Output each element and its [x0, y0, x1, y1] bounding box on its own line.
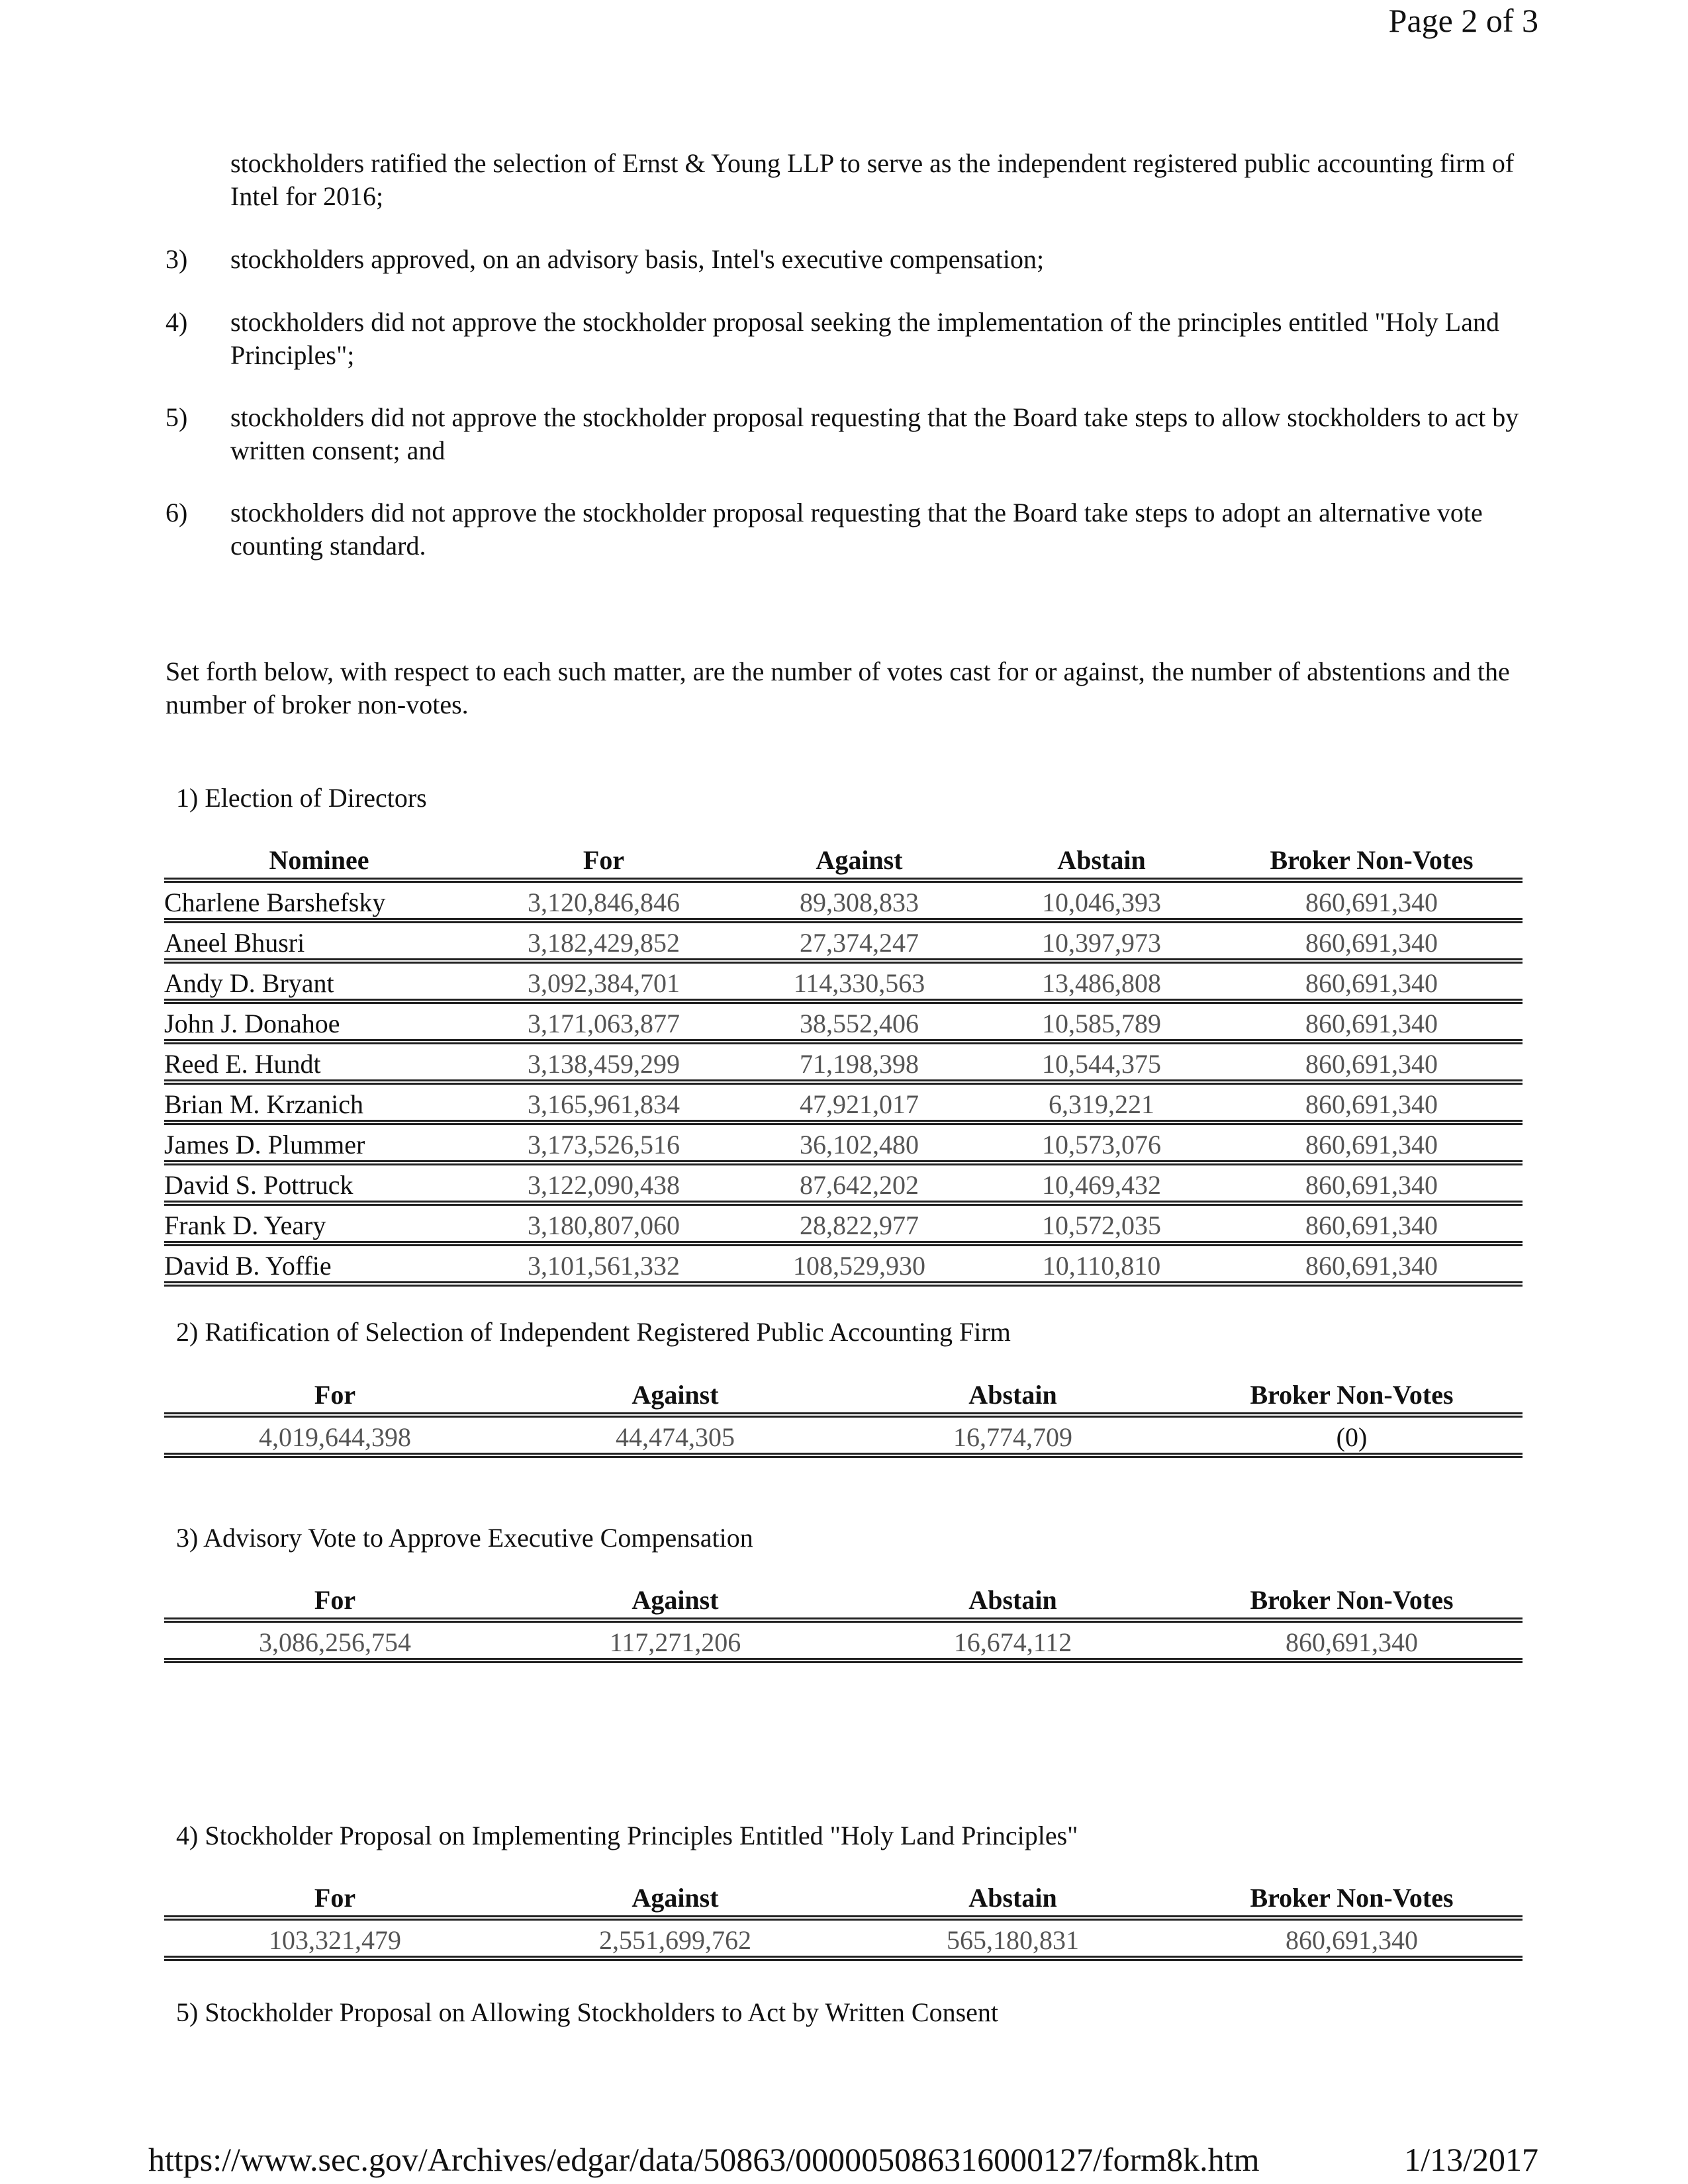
value-abstain: 10,469,432	[1042, 1170, 1161, 1200]
intro-paragraph: Set forth below, with respect to each such matter, are the number of votes cast for or against, the number of abstentions and the number of broker non-votes.	[165, 657, 1510, 719]
nominee-name: James D. Plummer	[164, 1130, 365, 1160]
value-abstain: 10,110,810	[1042, 1251, 1161, 1281]
value-against: 71,198,398	[800, 1049, 919, 1079]
value-for: 3,173,526,516	[528, 1130, 680, 1160]
header-nominee: Nominee	[269, 845, 369, 875]
header-against: Against	[632, 1585, 719, 1615]
value-for: 3,138,459,299	[528, 1049, 680, 1079]
header-against: Against	[632, 1883, 719, 1913]
table-row	[164, 923, 1523, 964]
value-abstain: 10,397,973	[1042, 928, 1161, 958]
header-for: For	[583, 845, 625, 875]
ratification-table	[164, 1377, 1523, 1458]
section-heading-written-consent: 5) Stockholder Proposal on Allowing Stockholders to Act by Written Consent	[176, 1997, 999, 2027]
table-row	[164, 883, 1523, 923]
header-abstain: Abstain	[968, 1380, 1057, 1410]
value-for: 3,171,063,877	[528, 1009, 680, 1038]
table-row	[164, 1085, 1523, 1125]
header-broker-non-votes: Broker Non-Votes	[1250, 1883, 1454, 1913]
table-row	[164, 1206, 1523, 1246]
table-header	[164, 1582, 1523, 1623]
list-item-number: 5)	[165, 402, 188, 432]
list-item-number: 3)	[165, 244, 188, 274]
nominee-name: John J. Donahoe	[164, 1009, 340, 1038]
table-header	[164, 1880, 1523, 1921]
value-abstain: 10,046,393	[1042, 887, 1161, 917]
value-abstain: 10,572,035	[1042, 1210, 1161, 1240]
section-heading-executive-compensation: 3) Advisory Vote to Approve Executive Compensation	[176, 1523, 753, 1553]
value-for: 3,122,090,438	[528, 1170, 680, 1200]
value-broker-non-votes: 860,691,340	[1305, 1210, 1438, 1240]
value-for: 3,182,429,852	[528, 928, 680, 958]
value-broker-non-votes: 860,691,340	[1305, 1251, 1438, 1281]
header-against: Against	[632, 1380, 719, 1410]
value-abstain: 10,573,076	[1042, 1130, 1161, 1160]
value-abstain: 16,774,709	[953, 1422, 1072, 1452]
continued-list-item: stockholders ratified the selection of Ernst & Young LLP to serve as the independent registered public accounting firm of Intel for 2016;	[230, 148, 1515, 211]
table-row	[164, 964, 1523, 1004]
table-row	[164, 1921, 1523, 1961]
nominee-name: Frank D. Yeary	[164, 1210, 326, 1240]
value-broker-non-votes: 860,691,340	[1305, 1049, 1438, 1079]
value-against: 38,552,406	[800, 1009, 919, 1038]
value-abstain: 565,180,831	[947, 1925, 1079, 1955]
value-broker-non-votes: 860,691,340	[1305, 1089, 1438, 1119]
section-heading-holy-land-principles: 4) Stockholder Proposal on Implementing Principles Entitled "Holy Land Principles"	[176, 1821, 1078, 1850]
nominee-name: David B. Yoffie	[164, 1251, 332, 1281]
value-abstain: 16,674,112	[953, 1627, 1072, 1657]
value-against: 27,374,247	[800, 928, 919, 958]
value-broker-non-votes: 860,691,340	[1305, 1170, 1438, 1200]
value-against: 108,529,930	[793, 1251, 925, 1281]
section-heading-election: 1) Election of Directors	[176, 783, 427, 813]
value-for: 3,092,384,701	[528, 968, 680, 998]
list-item-text: stockholders did not approve the stockholder proposal requesting that the Board take steps to adopt an alternative vote counting standard.	[230, 498, 1483, 561]
list-item-text: stockholders did not approve the stockholder proposal seeking the implementation of the principles entitled "Holy Land Principles";	[230, 307, 1499, 370]
print-date: 1/13/2017	[1404, 2141, 1538, 2178]
list-item-number: 4)	[165, 307, 188, 337]
value-abstain: 6,319,221	[1049, 1089, 1154, 1119]
value-for: 103,321,479	[269, 1925, 401, 1955]
page-number: Page 2 of 3	[1388, 2, 1538, 39]
value-against: 114,330,563	[793, 968, 925, 998]
election-table	[164, 842, 1523, 1287]
value-for: 3,086,256,754	[259, 1627, 411, 1657]
table-header	[164, 1377, 1523, 1418]
value-against: 28,822,977	[800, 1210, 919, 1240]
header-for: For	[314, 1883, 356, 1913]
nominee-name: Charlene Barshefsky	[164, 887, 386, 917]
header-against: Against	[816, 845, 903, 875]
value-against: 44,474,305	[616, 1422, 735, 1452]
value-for: 3,180,807,060	[528, 1210, 680, 1240]
value-broker-non-votes: 860,691,340	[1305, 968, 1438, 998]
value-broker-non-votes: 860,691,340	[1286, 1925, 1418, 1955]
header-broker-non-votes: Broker Non-Votes	[1270, 845, 1474, 875]
table-row	[164, 1004, 1523, 1044]
table-row	[164, 1418, 1523, 1458]
header-for: For	[314, 1380, 356, 1410]
value-for: 3,101,561,332	[528, 1251, 680, 1281]
value-broker-non-votes: 860,691,340	[1305, 887, 1438, 917]
value-for: 4,019,644,398	[259, 1422, 411, 1452]
nominee-name: Aneel Bhusri	[164, 928, 305, 958]
value-abstain: 10,544,375	[1042, 1049, 1161, 1079]
table-row	[164, 1165, 1523, 1206]
value-broker-non-votes: 860,691,340	[1286, 1627, 1418, 1657]
value-against: 87,642,202	[800, 1170, 919, 1200]
list-item-text: stockholders approved, on an advisory basis, Intel's executive compensation;	[230, 244, 1045, 274]
value-for: 3,165,961,834	[528, 1089, 680, 1119]
nominee-name: David S. Pottruck	[164, 1170, 353, 1200]
nominee-name: Andy D. Bryant	[164, 968, 334, 998]
holy-land-principles-table	[164, 1880, 1523, 1961]
table-header	[164, 842, 1523, 883]
executive-compensation-table	[164, 1582, 1523, 1663]
value-against: 47,921,017	[800, 1089, 919, 1119]
value-against: 2,551,699,762	[599, 1925, 751, 1955]
value-broker-non-votes: 860,691,340	[1305, 1009, 1438, 1038]
value-broker-non-votes: 860,691,340	[1305, 928, 1438, 958]
nominee-name: Brian M. Krzanich	[164, 1089, 364, 1119]
value-broker-non-votes: 860,691,340	[1305, 1130, 1438, 1160]
header-for: For	[314, 1585, 356, 1615]
header-abstain: Abstain	[968, 1585, 1057, 1615]
table-row	[164, 1623, 1523, 1663]
table-row	[164, 1246, 1523, 1287]
value-broker-non-votes: (0)	[1336, 1422, 1368, 1452]
value-for: 3,120,846,846	[528, 887, 680, 917]
header-broker-non-votes: Broker Non-Votes	[1250, 1380, 1454, 1410]
source-url: https://www.sec.gov/Archives/edgar/data/50863/000005086316000127/form8k.htm	[148, 2141, 1260, 2178]
header-abstain: Abstain	[1057, 845, 1146, 875]
list-item-text: stockholders did not approve the stockholder proposal requesting that the Board take steps to allow stockholders to act by written consent; and	[230, 402, 1519, 465]
header-broker-non-votes: Broker Non-Votes	[1250, 1585, 1454, 1615]
value-against: 36,102,480	[800, 1130, 919, 1160]
value-against: 89,308,833	[800, 887, 919, 917]
nominee-name: Reed E. Hundt	[164, 1049, 321, 1079]
list-item-number: 6)	[165, 498, 188, 527]
value-abstain: 13,486,808	[1042, 968, 1161, 998]
value-abstain: 10,585,789	[1042, 1009, 1161, 1038]
table-row	[164, 1044, 1523, 1085]
value-against: 117,271,206	[609, 1627, 741, 1657]
header-abstain: Abstain	[968, 1883, 1057, 1913]
table-row	[164, 1125, 1523, 1165]
section-heading-ratification: 2) Ratification of Selection of Independent Registered Public Accounting Firm	[176, 1317, 1011, 1347]
